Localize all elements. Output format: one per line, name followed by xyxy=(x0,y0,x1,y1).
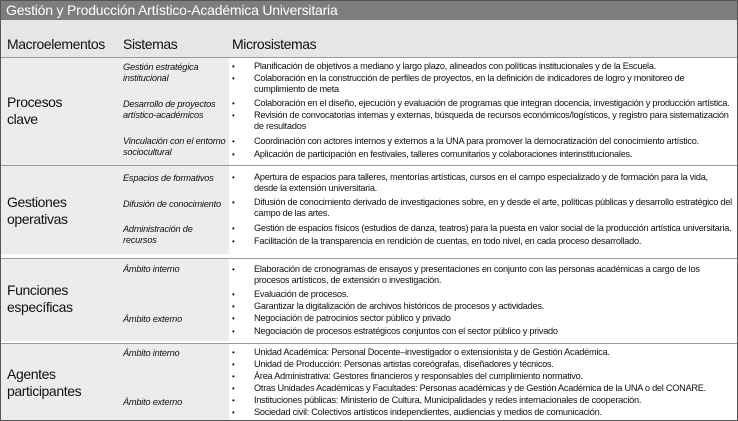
system-label: Ámbito interno xyxy=(123,264,180,274)
bullet-icon: • xyxy=(232,99,235,108)
list-item: • Instituciones públicas: Ministerio de Cultura, Municipalidades y redes internacionales de cooperación. xyxy=(232,395,642,405)
bullet-icon: • xyxy=(232,302,235,311)
list-item: • Facilitación de la transparencia en rendición de cuentas, en todo nivel, en cada proceso desarrollado. xyxy=(232,236,642,246)
list-item: • Gestión de espacios físicos (estudios de danza, teatros) para la puesta en valor social de la producción artística universitaria. xyxy=(232,223,732,233)
header-sistemas: Sistemas xyxy=(123,36,178,52)
system-label: Ámbito externo xyxy=(123,397,182,407)
system-label: Ámbito externo xyxy=(123,314,182,324)
header-microsistemas: Microsistemas xyxy=(232,36,317,52)
bullet-icon: • xyxy=(232,360,235,369)
bullet-icon: • xyxy=(232,198,235,207)
list-item: • Revisión de convocatorias internas y externas, búsqueda de recursos económicos/logísticos, y registro para sistematización de resultados xyxy=(232,110,729,131)
bullet-icon: • xyxy=(232,290,235,299)
list-item: • Colaboración en la construcción de perfiles de proyectos, en la definición de indicadores de logro y monitoreo de cumplimiento de meta xyxy=(232,73,685,94)
bullet-icon: • xyxy=(232,137,235,146)
list-item: • Planificación de objetivos a mediano y largo plazo, alineados con políticas institucionales y de la Escuela. xyxy=(232,61,657,71)
bullet-icon: • xyxy=(232,62,235,71)
section-agentes-participantes xyxy=(1,344,737,420)
list-item: • Aplicación de participación en festivales, talleres comunitarios y colaboraciones interinstitucionales. xyxy=(232,149,633,159)
list-item: • Unidad Académica: Personal Docente–investigador o extensionista y de Gestión Académica. xyxy=(232,347,610,357)
list-item: • Elaboración de cronogramas de ensayos y presentaciones en conjunto con las personas académicas a cargo de los procesos artísticos, de extensión o investigación. xyxy=(232,264,700,285)
bullet-icon: • xyxy=(232,314,235,323)
bullet-icon: • xyxy=(232,372,235,381)
bullet-icon: • xyxy=(232,150,235,159)
bullet-icon: • xyxy=(232,224,235,233)
list-item: • Unidad de Producción: Personas artistas coreógrafas, diseñadores y técnicos. xyxy=(232,359,554,369)
header-macroelementos: Macroelementos xyxy=(7,36,105,52)
macro-label: Agentes participantes xyxy=(7,366,82,399)
list-item: • Negociación de procesos estratégicos conjuntos con el sector público y privado xyxy=(232,326,558,336)
system-label: Difusión de conocimiento xyxy=(123,199,221,209)
header-row xyxy=(1,20,737,58)
system-label: Espacios de formativos xyxy=(123,173,214,183)
bullet-icon: • xyxy=(232,327,235,336)
macro-label: Gestiones operativas xyxy=(7,194,68,227)
list-item: • Garantizar la digitalización de archivos históricos de procesos y actividades. xyxy=(232,301,544,311)
section-procesos-clave xyxy=(1,58,737,165)
section-gestiones-operativas xyxy=(1,166,737,254)
bullet-icon: • xyxy=(232,408,235,417)
system-label: Desarrollo de proyectos artístico-académicos xyxy=(123,99,216,120)
list-item: • Área Administrativa: Gestores financieros y responsables del cumplimiento normativo. xyxy=(232,371,583,381)
macro-label: Funciones específicas xyxy=(7,282,73,315)
list-item: • Sociedad civil: Colectivos artísticos independientes, audiencias y medios de comunicación. xyxy=(232,407,602,417)
list-item: • Negociación de patrocinios sector público y privado xyxy=(232,313,451,323)
list-item: • Colaboración en el diseño, ejecución y evaluación de programas que integran docencia, investigación y producción artística. xyxy=(232,98,730,108)
table-title: Gestión y Producción Artístico-Académica Universitaria xyxy=(1,1,737,20)
list-item: • Otras Unidades Académicas y Facultades: Personas académicas y de Gestión Académica de la UNA o del CONARE. xyxy=(232,383,706,393)
bullet-icon: • xyxy=(232,74,235,83)
list-item: • Difusión de conocimiento derivado de investigaciones sobre, en y desde el arte, políticas públicas y desarrollo estratégico del campo de las artes. xyxy=(232,197,732,218)
bullet-icon: • xyxy=(232,396,235,405)
bullet-icon: • xyxy=(232,237,235,246)
section-funciones-especificas xyxy=(1,259,737,341)
macro-label: Procesos clave xyxy=(7,94,63,127)
system-label: Vinculación con el entorno sociocultural xyxy=(123,136,226,157)
bullet-icon: • xyxy=(232,348,235,357)
bullet-icon: • xyxy=(232,173,235,182)
list-item: • Evaluación de procesos. xyxy=(232,289,349,299)
system-label: Gestión estratégica institucional xyxy=(123,62,199,83)
bullet-icon: • xyxy=(232,111,235,120)
system-label: Administración de recursos xyxy=(123,224,193,245)
bullet-icon: • xyxy=(232,384,235,393)
system-label: Ámbito interno xyxy=(123,348,180,358)
list-item: • Apertura de espacios para talleres, mentorías artísticas, cursos en el campo especializado y de formación para la vida, desde la extensión universitaria. xyxy=(232,172,708,193)
bullet-icon: • xyxy=(232,265,235,274)
list-item: • Coordinación con actores internos y externos a la UNA para promover la democratización del conocimiento artístico. xyxy=(232,136,699,146)
